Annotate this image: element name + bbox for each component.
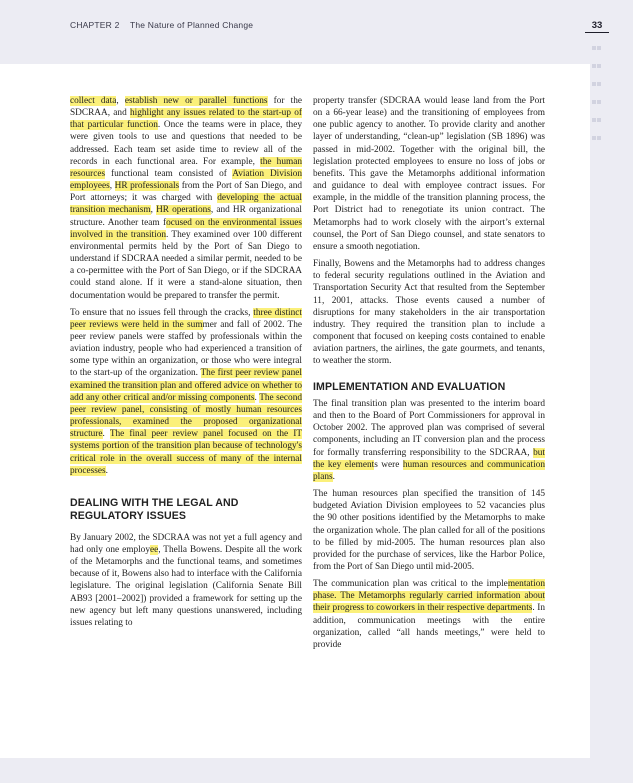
highlighted-text: ee: [149, 545, 159, 555]
highlighted-text: The final peer review panel focused on the IT systems portion of the transition plan because of technology's critical role in the overall success of many of the internal processes: [70, 429, 302, 476]
highlighted-text: human resources and communication plans: [313, 459, 545, 482]
paragraph: By January 2002, the SDCRAA was not yet a full agency and had only one employee, Thella Bowens. Despite all the work of the Metamorphs and the functional teams, and sometimes because of it, Bowens also had to interface with the California legislature. The original legislation (California Senate Bill AB93 [2001–2002]) provided a framework for setting up the new agency but left many questions unanswered, including issues relating to: [70, 532, 302, 628]
right-column: [313, 95, 545, 651]
highlighted-text: The second peer review panel, consisting of mostly human resources professionals, examined the proposed organizational structure: [70, 392, 302, 440]
highlighted-text: The first peer review panel examined the transition plan and offered advice on whether to add any other critical and/or missing components: [70, 368, 302, 403]
page-header: [0, 0, 633, 64]
paragraph: Finally, Bowens and the Metamorphs had to address changes to federal security regulations outlined in the Aviation and Transportation Security Act that resulted from the September 11, 2001, attacks. Those events caused a number of disruptions for many stakeholders in the air transportation industry. They required the transition plan to include a component that focused on keeping costs contained to enable aviation partners, the airlines, the gate gourmets, and tenants, to weather the storm.: [313, 259, 545, 367]
highlighted-text: ocused on the environmental issues involved in the transition: [70, 217, 303, 240]
highlighted-text: establish new or parallel functions: [124, 96, 268, 106]
highlighted-text: but the key element: [313, 447, 545, 470]
section-heading: IMPLEMENTATION AND EVALUATION: [313, 381, 506, 394]
paragraph: The communication plan was critical to the implementation phase. The Metamorphs regularly carried information about their progress to coworkers in their respective departments. In addition, communication meetings with the entire organization, called “all hands meetings,” were held to provide: [313, 579, 545, 650]
highlighted-text: highlight any issues related to the start-up of that particular function: [70, 108, 302, 131]
paragraph: property transfer (SDCRAA would lease land from the Port on a 66-year lease) and the transitioning of employees from one public agency to another. To provide clarity and another layer of understanding, “clean-up” legislation (SB 1896) was passed in mid-2002. Together with the original bill, the legislation protected employees to ensure no loss of jobs or benefits. This gave the Metamorphs additional information and guidance to deal with employee contract issues. For example, in the middle of the transition planning process, the Port District had to renegotiate its union contract. The Metamorphs had to work closely with the airport’s external counsel, the Port of San Diego counsel, and state senators to ensure a smooth negotiation.: [313, 96, 545, 252]
highlighted-text: HR professionals: [114, 181, 180, 192]
highlighted-text: mentation phase. The Metamorphs regularly carried information about their progress to coworkers in their respective departments: [313, 579, 545, 614]
paragraph: The human resources plan specified the transition of 145 budgeted Aviation Division employees to 52 vacancies plus the 90 other positions identified by the Metamorphs to make the organization whole. The plan called for all of the positions to be filled by mid-2005. The human resources plan also provided for the purchase of services, like the Harbor Police, from the Port of San Diego until mid-2005.: [313, 489, 545, 572]
highlighted-text: developing the actual transition mechanism: [70, 193, 303, 216]
page-number: 33: [585, 20, 609, 33]
paragraph: collect data, establish new or parallel functions for the SDCRAA, and highlight any issues related to the start-up of that particular function. Once the teams were in place, they were given tools to use and questions that needed to be addressed. Each team set aside time to review all of the records in each functional area. For example, the human resources functional team consisted of Aviation Division employees, HR professionals from the Port of San Diego, and Port attorneys; it was charged with developing the actual transition mechanism, HR operations, and HR organizational structure. Another team focused on the environmental issues involved in the transition. They examined over 100 different environmental permits held by the Port of San Diego to understand if SDCRAA needed a similar permit, needed to be a co-permittee with the Port of San Diego, or if the SDCRAA could stand alone. If it were a stand-alone situation, then documentation would be prepared to transfer the permit.: [70, 96, 303, 301]
highlighted-text: the human resources: [70, 156, 302, 179]
highlighted-text: HR operations: [156, 205, 211, 216]
paragraph: The final transition plan was presented to the interim board and then to the Board of Port Commissioners for approval in October 2002. The approved plan was comprised of several components, including an IT conversion plan and the process for formally transferring responsibility to the SDCRAA, but the key elements were human resources and communication plans.: [313, 398, 545, 482]
decorative-dots-icon: [592, 38, 606, 146]
chapter-title: The Nature of Planned Change: [129, 20, 254, 30]
paragraph: To ensure that no issues fell through the cracks, three distinct peer reviews were held in the summer and fall of 2002. The peer review panels were staffed by professionals within the aviation industry, people who had experienced a transition of some type within an organization, or those who were integral to the start-up of the organization. The first peer review panel examined the transition plan and offered advice on whether to add any other critical and/or missing components. The second peer review panel, consisting of mostly human resources professionals, examined the proposed organizational structure. The final peer review panel focused on the IT systems portion of the transition plan because of technology's critical role in the overall success of many of the internal processes.: [70, 307, 302, 476]
left-column: [70, 95, 302, 629]
running-head: [70, 20, 253, 30]
chapter-label: CHAPTER 2: [70, 20, 120, 30]
highlighted-text: Aviation Division employees: [70, 168, 302, 192]
section-heading: DEALING WITH THE LEGAL AND REGULATORY ISSUES: [70, 496, 239, 523]
highlighted-text: collect data: [70, 96, 117, 106]
highlighted-text: three distinct peer reviews were held in the sum: [70, 307, 302, 330]
